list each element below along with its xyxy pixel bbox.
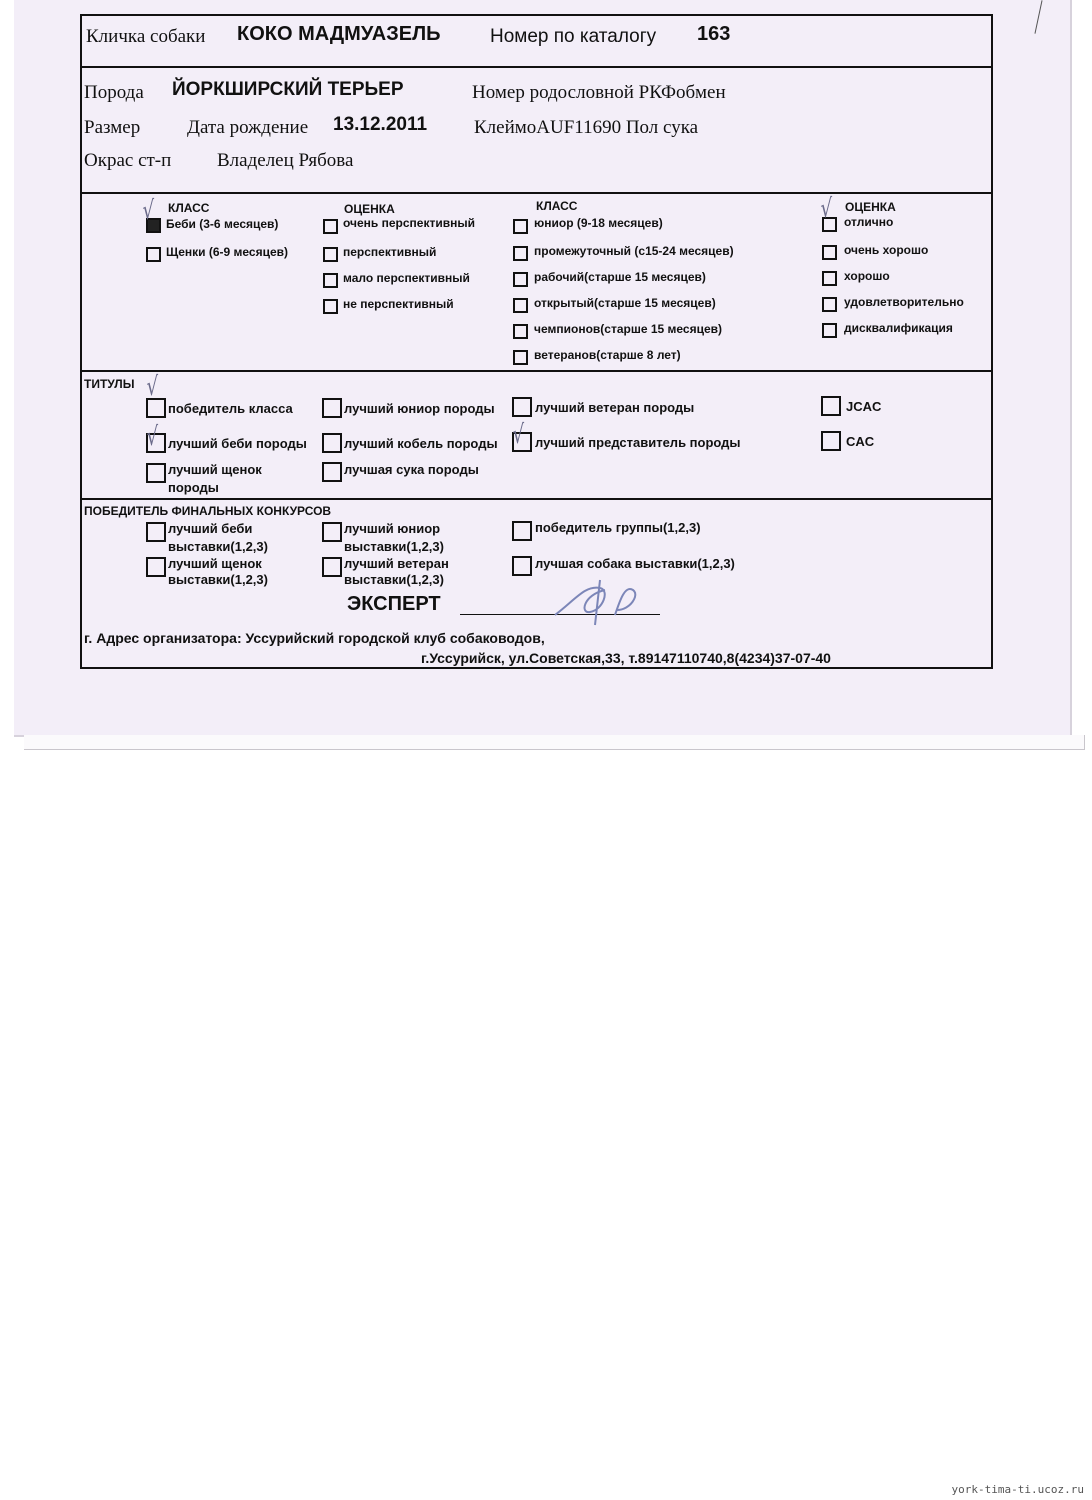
breed-label: Порода [84, 82, 144, 103]
final-label: выставки(1,2,3) [168, 572, 268, 587]
title-label: лучший кобель породы [344, 436, 498, 451]
option-label: дисквалификация [844, 321, 953, 335]
checkbox-final[interactable] [512, 521, 532, 541]
final-label: выставки(1,2,3) [344, 572, 444, 587]
checkbox-puppy-class[interactable] [146, 247, 161, 262]
size-label: Размер [84, 117, 141, 138]
birth-date: 13.12.2011 [333, 114, 428, 135]
checkbox-title[interactable] [322, 462, 342, 482]
checkbox-final[interactable] [146, 522, 166, 542]
divider [80, 498, 993, 500]
option-label: перспективный [343, 245, 437, 259]
owner: Владелец Рябова [217, 150, 354, 171]
checkbox-title[interactable] [512, 397, 532, 417]
checkmark-icon: √ [820, 194, 833, 224]
finals-header: ПОБЕДИТЕЛЬ ФИНАЛЬНЫХ КОНКУРСОВ [84, 504, 332, 518]
expert-label: ЭКСПЕРТ [347, 593, 441, 615]
title-label: победитель класса [168, 401, 293, 416]
option-label: Щенки (6-9 месяцев) [166, 245, 289, 259]
address-line-2: г.Уссурийск, ул.Советская,33, т.89147110740,8(4234)37-07-40 [421, 650, 831, 666]
title-label: лучший представитель породы [535, 435, 741, 450]
checkbox-grade[interactable] [822, 271, 837, 286]
option-label: открытый(старше 15 месяцев) [534, 296, 716, 310]
option-label: рабочий(старше 15 месяцев) [534, 270, 706, 284]
checkbox-jcac[interactable] [821, 396, 841, 416]
checkmark-icon: √ [142, 196, 155, 226]
checkbox-final[interactable] [146, 557, 166, 577]
checkbox-grade[interactable] [323, 247, 338, 262]
title-label: лучший юниор породы [344, 401, 495, 416]
catalog-label: Номер по каталогу [490, 26, 657, 47]
checkbox-title[interactable] [146, 463, 166, 483]
checkbox-cac[interactable] [821, 431, 841, 451]
final-label: лучший беби [168, 521, 253, 536]
title-label: лучший щенок [168, 462, 262, 477]
divider [80, 192, 993, 194]
checkbox-final[interactable] [322, 522, 342, 542]
pedigree: Номер родословной РКФобмен [472, 82, 726, 103]
checkbox-final[interactable] [322, 557, 342, 577]
birth-label: Дата рождение [187, 117, 309, 138]
checkmark-icon: √ [512, 420, 525, 450]
final-label: лучший ветеран [344, 556, 449, 571]
class-header: КЛАСС [168, 201, 210, 215]
title-label: лучший беби породы [168, 436, 307, 451]
divider [80, 370, 993, 372]
checkmark-icon: √ [146, 372, 159, 402]
checkbox-grade[interactable] [323, 273, 338, 288]
divider [80, 66, 993, 68]
option-label: хорошо [844, 269, 890, 283]
title-label: JCAC [846, 399, 882, 414]
color-label: Окрас ст-п [84, 150, 172, 171]
title-label: лучшая сука породы [344, 462, 479, 477]
checkbox-grade[interactable] [323, 299, 338, 314]
grade-header: ОЦЕНКА [344, 202, 395, 216]
final-label: лучшая собака выставки(1,2,3) [535, 556, 735, 571]
option-label: отлично [844, 215, 894, 229]
checkbox-class[interactable] [513, 350, 528, 365]
checkbox-grade[interactable] [822, 297, 837, 312]
final-label: выставки(1,2,3) [344, 539, 444, 554]
option-label: Беби (3-6 месяцев) [166, 217, 279, 231]
paper-sheet-under [24, 735, 1085, 750]
brand: КлеймоAUF11690 Пол сука [474, 117, 699, 138]
checkbox-grade[interactable] [323, 219, 338, 234]
class-header: КЛАСС [536, 199, 578, 213]
checkmark-icon: √ [146, 422, 159, 452]
final-label: лучший щенок [168, 556, 262, 571]
final-label: лучший юниор [344, 521, 441, 536]
option-label: мало перспективный [343, 271, 470, 285]
catalog-number: 163 [697, 23, 731, 45]
checkbox-title[interactable] [322, 398, 342, 418]
breed: ЙОРКШИРСКИЙ ТЕРЬЕР [172, 79, 404, 100]
option-label: очень хорошо [844, 243, 929, 257]
address-line-1: г. Адрес организатора: Уссурийский городской клуб собаководов, [84, 630, 545, 646]
signature-icon [545, 570, 655, 630]
checkbox-final[interactable] [512, 556, 532, 576]
checkbox-class[interactable] [513, 298, 528, 313]
dog-name-label: Кличка собаки [86, 26, 206, 47]
option-label: удовлетворительно [844, 295, 964, 309]
checkbox-grade[interactable] [822, 245, 837, 260]
title-label: CAC [846, 434, 875, 449]
option-label: не перспективный [343, 297, 454, 311]
checkbox-class[interactable] [513, 324, 528, 339]
option-label: ветеранов(старше 8 лет) [534, 348, 681, 362]
option-label: очень перспективный [343, 216, 475, 230]
option-label: юниор (9-18 месяцев) [534, 216, 663, 230]
title-label: лучший ветеран породы [535, 400, 695, 415]
checkbox-class[interactable] [513, 219, 528, 234]
final-label: победитель группы(1,2,3) [535, 520, 701, 535]
checkbox-class[interactable] [513, 246, 528, 261]
titles-header: ТИТУЛЫ [84, 377, 135, 391]
option-label: чемпионов(старше 15 месяцев) [534, 322, 723, 336]
dog-name: КОКО МАДМУАЗЕЛЬ [237, 23, 441, 45]
checkbox-grade[interactable] [822, 323, 837, 338]
watermark: york-tima-ti.ucoz.ru [951, 1483, 1084, 1496]
final-label: выставки(1,2,3) [168, 539, 268, 554]
title-label: породы [168, 480, 219, 495]
checkbox-class[interactable] [513, 272, 528, 287]
option-label: промежуточный (с15-24 месяцев) [534, 244, 734, 258]
checkbox-title[interactable] [322, 433, 342, 453]
grade-header: ОЦЕНКА [845, 200, 896, 214]
